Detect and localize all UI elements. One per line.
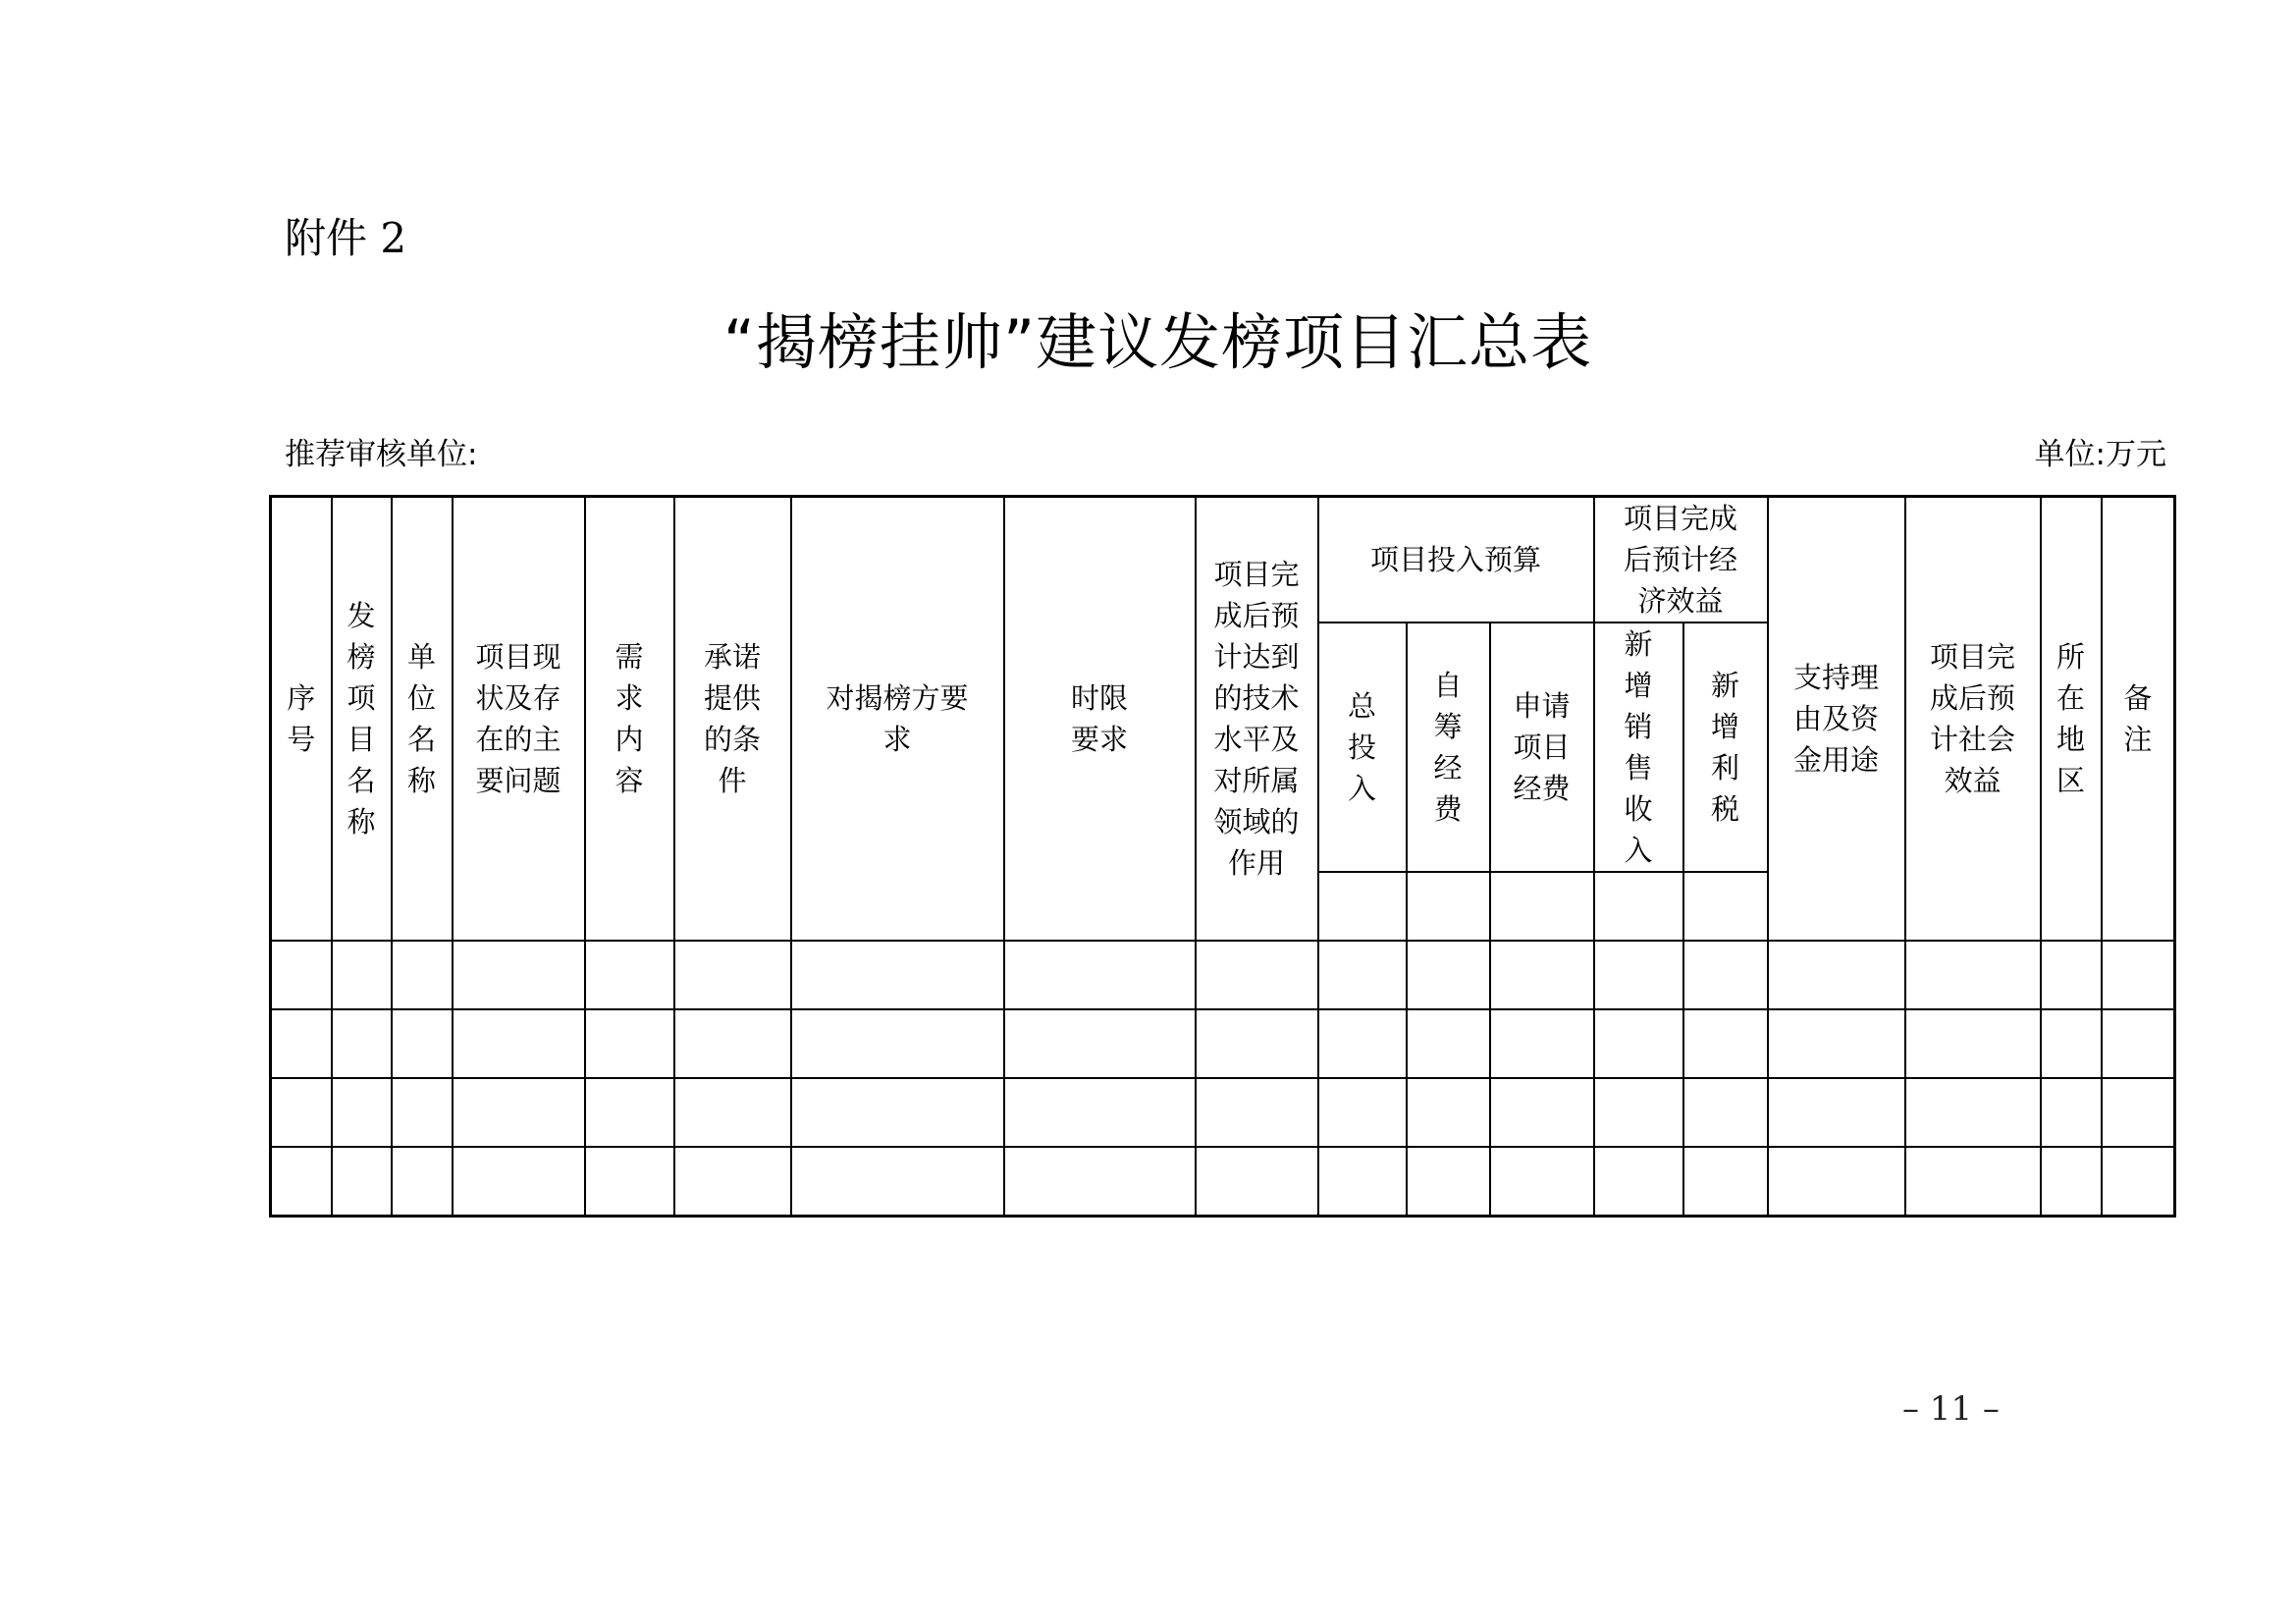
table-cell (791, 1147, 1004, 1217)
table-cell (1004, 1078, 1196, 1147)
table-cell (585, 1147, 674, 1217)
table-cell (1490, 1009, 1594, 1078)
table-cell (2102, 1009, 2175, 1078)
table-cell (585, 1078, 674, 1147)
table-cell (1318, 941, 1407, 1009)
table-cell (1196, 1009, 1318, 1078)
table-cell (1594, 1147, 1683, 1217)
table-cell (453, 941, 585, 1009)
col-social-benefit: 项目完成后预计社会效益 (1905, 497, 2041, 942)
col-budget-group: 项目投入预算 (1318, 497, 1594, 623)
table-cell (1594, 1009, 1683, 1078)
col-tech-level: 项目完成后预计达到的技术水平及对所属领域的作用 (1196, 497, 1318, 942)
table-row (271, 1009, 2175, 1078)
col-seq: 序号 (271, 497, 332, 942)
table-cell (791, 1009, 1004, 1078)
table-cell (1490, 872, 1594, 941)
table-cell (674, 1078, 791, 1147)
table-cell (453, 1009, 585, 1078)
col-org-name: 单位名称 (392, 497, 453, 942)
recommending-unit-label: 推荐审核单位: (285, 437, 478, 472)
table-cell (2102, 941, 2175, 1009)
col-econ-tax: 新增利税 (1683, 623, 1768, 872)
table-cell (1196, 1078, 1318, 1147)
table-row (271, 941, 2175, 1009)
summary-table (269, 495, 2176, 1218)
col-region: 所在地区 (2041, 497, 2102, 942)
table-cell (1683, 1078, 1768, 1147)
table-cell (332, 1147, 392, 1217)
table-cell (1004, 941, 1196, 1009)
page-number: – 11 – (1902, 1389, 2000, 1429)
table-cell (1594, 1078, 1683, 1147)
currency-unit-label: 单位:万元 (2034, 437, 2166, 472)
table-cell (271, 1009, 332, 1078)
table-cell (1768, 1078, 1905, 1147)
table-cell (1490, 1147, 1594, 1217)
table-cell (392, 941, 453, 1009)
col-project-name: 发榜项目名称 (332, 497, 392, 942)
table-cell (332, 1009, 392, 1078)
table-cell (1407, 1009, 1490, 1078)
table-cell (1004, 1009, 1196, 1078)
table-cell (1683, 941, 1768, 1009)
col-support-reason: 支持理由及资金用途 (1768, 497, 1905, 942)
table-cell (585, 1009, 674, 1078)
table-cell (1196, 1147, 1318, 1217)
table-row (271, 1147, 2175, 1217)
col-demand: 需求内容 (585, 497, 674, 942)
table-cell (1318, 1009, 1407, 1078)
table-cell (392, 1009, 453, 1078)
table-cell (392, 1078, 453, 1147)
table-cell (1768, 1009, 1905, 1078)
table-body (271, 941, 2175, 1217)
table-row (271, 1078, 2175, 1147)
table-cell (453, 1147, 585, 1217)
col-remarks: 备注 (2102, 497, 2175, 942)
table-cell (1407, 941, 1490, 1009)
table-cell (1490, 941, 1594, 1009)
table-cell (1905, 1009, 2041, 1078)
table-cell (392, 1147, 453, 1217)
col-requirements: 对揭榜方要求 (791, 497, 1004, 942)
table-cell (1768, 941, 1905, 1009)
table-cell (791, 1078, 1004, 1147)
table-cell (1594, 941, 1683, 1009)
table-cell (453, 1078, 585, 1147)
table-cell (1905, 941, 2041, 1009)
table-cell (332, 941, 392, 1009)
table-cell (1318, 1147, 1407, 1217)
table-cell (1407, 1147, 1490, 1217)
table-cell (1407, 1078, 1490, 1147)
table-cell (1594, 872, 1683, 941)
table-cell (1683, 872, 1768, 941)
table-cell (332, 1078, 392, 1147)
document-title-text: “揭榜挂帅”建议发榜项目汇总表 (722, 306, 1593, 378)
table-cell (1318, 872, 1407, 941)
table-cell (1490, 1078, 1594, 1147)
table-cell (585, 941, 674, 1009)
col-conditions: 承诺提供的条件 (674, 497, 791, 942)
table-cell (2041, 1147, 2102, 1217)
table-cell (2041, 1078, 2102, 1147)
col-budget-self: 自筹经费 (1407, 623, 1490, 872)
table-cell (1318, 1078, 1407, 1147)
col-budget-total: 总投入 (1318, 623, 1407, 872)
table-cell (1683, 1147, 1768, 1217)
col-econ-group: 项目完成后预计经济效益 (1594, 497, 1768, 623)
table-cell (674, 1009, 791, 1078)
table-cell (674, 1147, 791, 1217)
col-budget-apply: 申请项目经费 (1490, 623, 1594, 872)
table-cell (791, 941, 1004, 1009)
document-title (0, 306, 2296, 378)
table-cell (1407, 872, 1490, 941)
table-cell (2041, 941, 2102, 1009)
table-cell (271, 941, 332, 1009)
table-cell (1683, 1009, 1768, 1078)
table-cell (271, 1147, 332, 1217)
attachment-label: 附件 2 (285, 214, 407, 262)
table-cell (2102, 1078, 2175, 1147)
col-econ-sales: 新增销售收入 (1594, 623, 1683, 872)
table-cell (674, 941, 791, 1009)
table-cell (271, 1078, 332, 1147)
table-cell (1004, 1147, 1196, 1217)
table-cell (1196, 941, 1318, 1009)
table-cell (1905, 1147, 2041, 1217)
table-header-row (271, 497, 2175, 623)
table-cell (2102, 1147, 2175, 1217)
col-status-issues: 项目现状及存在的主要问题 (453, 497, 585, 942)
table-cell (1905, 1078, 2041, 1147)
table-cell (2041, 1009, 2102, 1078)
col-time-limit: 时限要求 (1004, 497, 1196, 942)
table-cell (1768, 1147, 1905, 1217)
